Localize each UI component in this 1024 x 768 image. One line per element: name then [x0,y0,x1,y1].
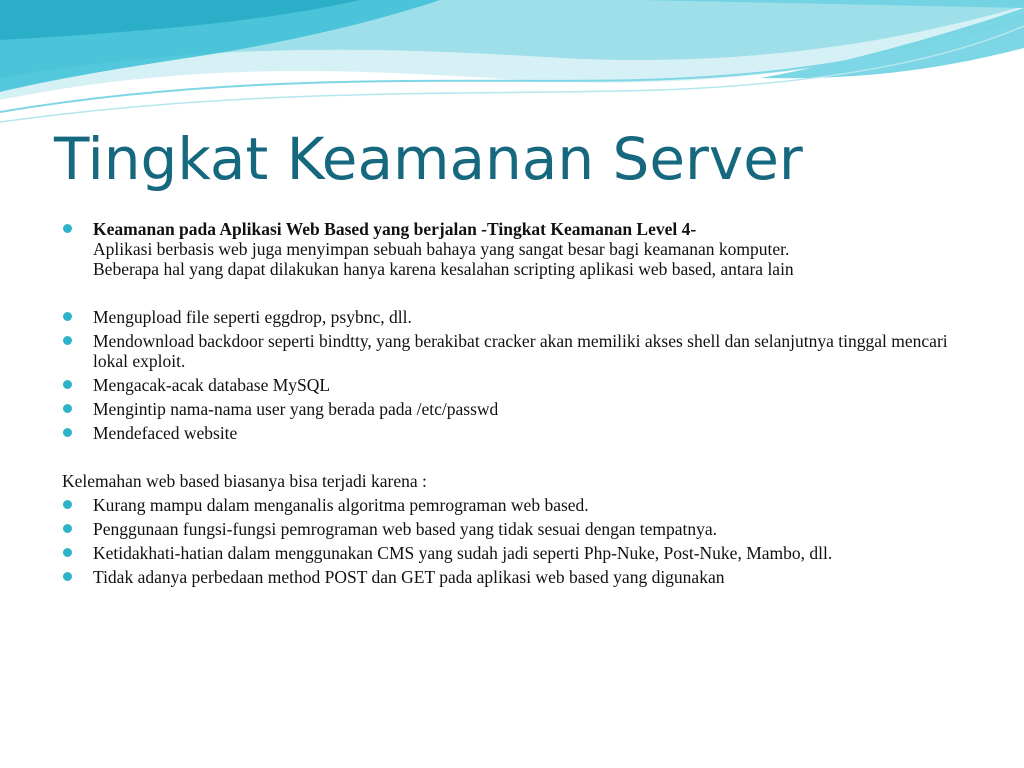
threat-text: Mendownload backdoor seperti bindtty, yang berakibat cracker akan memiliki akses shell dan selanjutnya tinggal mencari lokal exploit. [93,331,948,371]
threat-list [62,307,982,443]
slide-content [62,219,982,591]
weakness-text: Kurang mampu dalam menganalis algoritma pemrograman web based. [93,495,589,515]
threat-text: Mengacak-acak database MySQL [93,375,331,395]
bullet-dot-icon [63,572,72,581]
intro-item [62,219,982,279]
weakness-text: Ketidakhati-hatian dalam menggunakan CMS yang sudah jadi seperti Php-Nuke, Post-Nuke, Mambo, dll. [93,543,833,563]
weakness-item [62,543,982,563]
threat-text: Mengupload file seperti eggdrop, psybnc, dll. [93,307,412,327]
intro-heading: Keamanan pada Aplikasi Web Based yang berjalan -Tingkat Keamanan Level 4- [93,219,697,239]
intro-list [62,219,982,279]
intro-line-2: Beberapa hal yang dapat dilakukan hanya karena kesalahan scripting aplikasi web based, antara lain [93,259,794,279]
threat-item [62,307,982,327]
weakness-item [62,519,982,539]
bullet-dot-icon [63,336,72,345]
bullet-dot-icon [63,224,72,233]
spacer [62,283,982,307]
weakness-text: Penggunaan fungsi-fungsi pemrograman web based yang tidak sesuai dengan tempatnya. [93,519,717,539]
bullet-dot-icon [63,500,72,509]
threat-item [62,423,982,443]
threat-text: Mendefaced website [93,423,238,443]
bullet-dot-icon [63,548,72,557]
weakness-list [62,495,982,587]
bullet-dot-icon [63,404,72,413]
spacer [62,447,982,471]
threat-item [62,399,982,419]
weakness-text: Tidak adanya perbedaan method POST dan GET pada aplikasi web based yang digunakan [93,567,725,587]
threat-item [62,375,982,395]
bullet-dot-icon [63,380,72,389]
slide-title: Tingkat Keamanan Server [54,125,803,193]
weakness-item [62,495,982,515]
threat-item [62,331,982,371]
weakness-item [62,567,982,587]
weakness-heading: Kelemahan web based biasanya bisa terjadi karena : [62,471,427,491]
intro-line-1: Aplikasi berbasis web juga menyimpan sebuah bahaya yang sangat besar bagi keamanan komputer. [93,239,790,259]
header-wave-decoration [0,0,1024,130]
bullet-dot-icon [63,428,72,437]
threat-text: Mengintip nama-nama user yang berada pada /etc/passwd [93,399,499,419]
bullet-dot-icon [63,312,72,321]
bullet-dot-icon [63,524,72,533]
